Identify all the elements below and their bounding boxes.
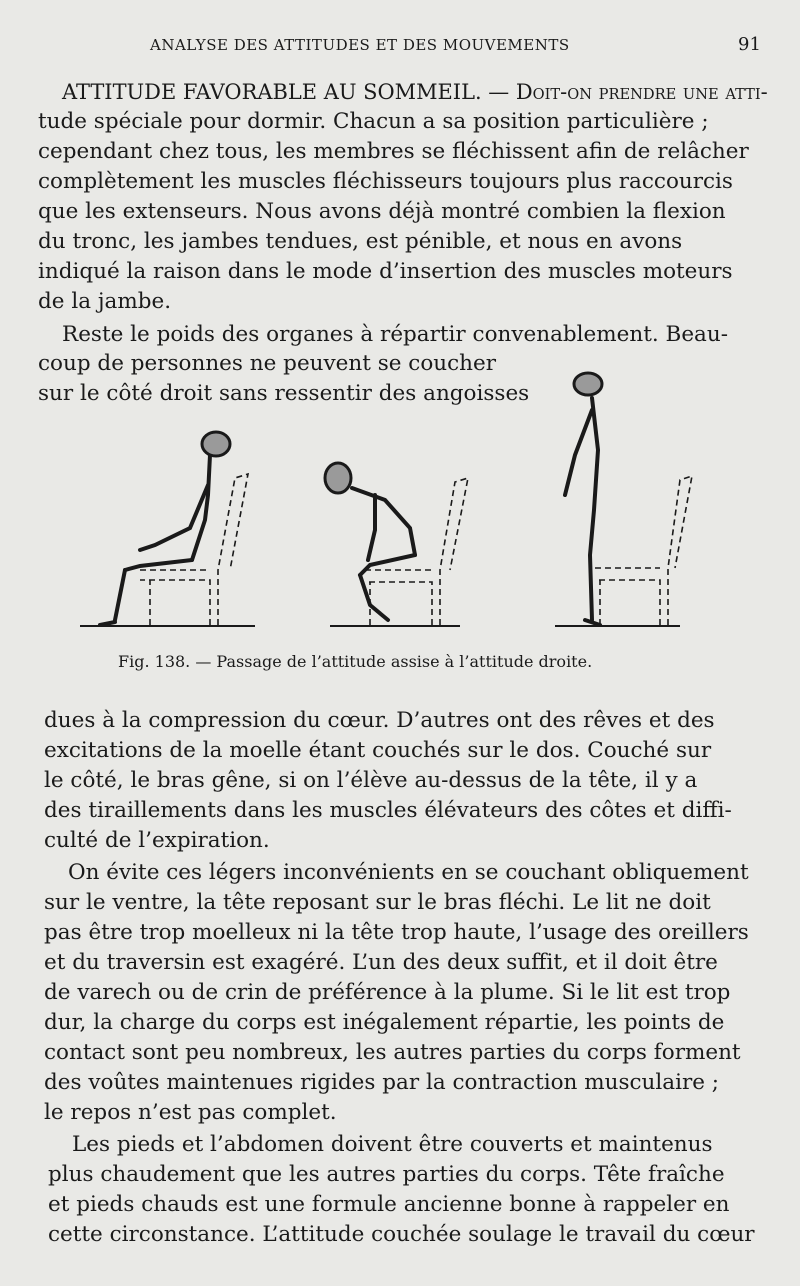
head-3 [574,373,602,395]
text-line: excitations de la moelle étant couchés sur le dos. Couché sur [44,738,712,763]
text-line: dur, la charge du corps est inégalement répartie, les points de [44,1010,725,1035]
figure-caption: Fig. 138. — Passage de l’attitude assise à l’attitude droite. [118,652,593,671]
text-line: de la jambe. [38,289,172,314]
text-line: coup de personnes ne peuvent se coucher [38,351,497,376]
text-line: des voûtes maintenues rigides par la contraction musculaire ; [44,1070,720,1095]
text-line: culté de l’expiration. [44,828,270,853]
text-line: et pieds chauds est une formule ancienne bonne à rappeler en [48,1192,730,1217]
text-line: Reste le poids des organes à répartir convenablement. Beau- [62,322,728,347]
text-line: le repos n’est pas complet. [44,1100,337,1125]
figure-seated [100,455,210,625]
text-line: cependant chez tous, les membres se fléchissent afin de relâcher [38,139,749,164]
figure-leaning [352,488,415,620]
text-line: complètement les muscles fléchisseurs toujours plus raccourcis [38,169,733,194]
text-line: ATTITUDE FAVORABLE AU SOMMEIL. — Doit-on prendre une atti- [62,80,768,105]
text-line: Les pieds et l’abdomen doivent être couverts et maintenus [72,1132,713,1157]
text-line: des tiraillements dans les muscles élévateurs des côtes et diffi- [44,798,732,823]
text-line: tude spéciale pour dormir. Chacun a sa position particulière ; [38,109,709,134]
running-title: ANALYSE DES ATTITUDES ET DES MOUVEMENTS [150,36,570,54]
text-line: cette circonstance. L’attitude couchée soulage le travail du cœur [48,1222,755,1247]
figure-illustration [70,370,760,635]
text-line: indiqué la raison dans le mode d’insertion des muscles moteurs [38,259,733,284]
text-line: le côté, le bras gêne, si on l’élève au-dessus de la tête, il y a [44,768,698,793]
figure-standing [565,398,600,625]
text-line: et du traversin est exagéré. L’un des deux suffit, et il doit être [44,950,718,975]
chair-3 [595,476,692,625]
page-number: 91 [738,34,761,55]
text-line: que les extenseurs. Nous avons déjà montré combien la flexion [38,199,726,224]
text-line: pas être trop moelleux ni la tête trop haute, l’usage des oreillers [44,920,749,945]
head-2 [325,463,351,493]
text-line: de varech ou de crin de préférence à la plume. Si le lit est trop [44,980,731,1005]
figure-sit-to-stand [70,370,760,635]
text-line: du tronc, les jambes tendues, est pénible, et nous en avons [38,229,683,254]
text-line: plus chaudement que les autres parties du corps. Tête fraîche [48,1162,725,1187]
text-line: On évite ces légers inconvénients en se couchant obliquement [68,860,749,885]
head-1 [202,432,230,456]
text-line: sur le côté droit sans ressentir des angoisses [38,381,530,406]
text-line: sur le ventre, la tête reposant sur le bras fléchi. Le lit ne doit [44,890,711,915]
text-line: contact sont peu nombreux, les autres parties du corps forment [44,1040,741,1065]
text-line: dues à la compression du cœur. D’autres ont des rêves et des [44,708,715,733]
